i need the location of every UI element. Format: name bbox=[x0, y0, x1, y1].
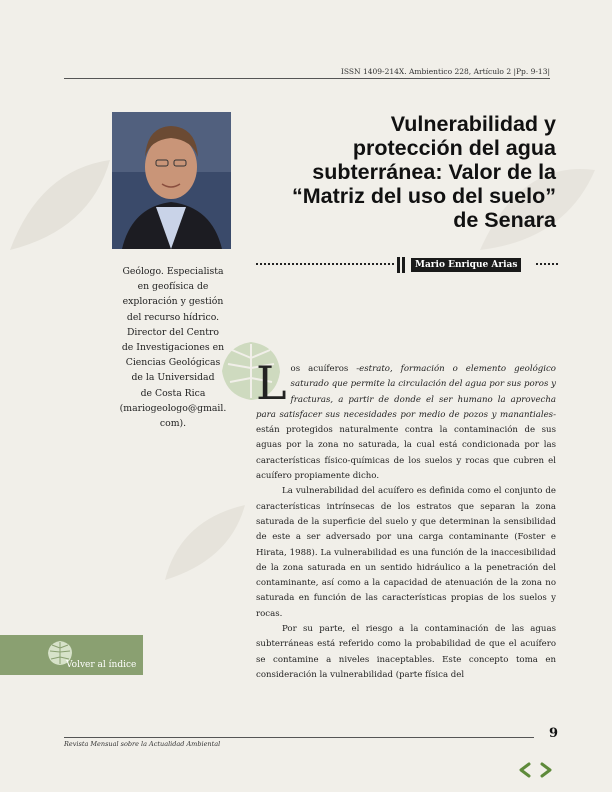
bio-line: en geofísica de bbox=[137, 281, 209, 293]
bio-line: del recurso hídrico. bbox=[126, 311, 220, 323]
author-name: Mario Enrique Arias bbox=[411, 258, 521, 272]
title-line: “Matriz del uso del suelo” bbox=[291, 184, 556, 208]
issn-line: ISSN 1409-214X. Ambientico 228, Artículo 2 |Pp. 9-13| bbox=[340, 67, 550, 76]
title-line: subterránea: Valor de la bbox=[312, 160, 556, 184]
title-line: Vulnerabilidad y bbox=[390, 112, 556, 136]
back-to-index-label: Volver al índice bbox=[66, 660, 137, 670]
drop-cap: L bbox=[256, 356, 287, 410]
paragraph-text: están protegidos naturalmente contra la contaminación de sus aguas por la zona no saturada, la cual está condicionada por las características físico-químicas de los suelos y rocas que cubren el acuífero propiamente dicho. bbox=[256, 425, 556, 482]
title-line: protección del agua bbox=[352, 136, 556, 160]
page-number: 9 bbox=[548, 726, 558, 741]
bio-line: Director del Centro bbox=[126, 326, 220, 338]
bio-line: exploración y gestión bbox=[122, 296, 224, 308]
dotted-rule bbox=[536, 263, 558, 265]
header-divider bbox=[64, 78, 550, 79]
paragraph-text: os acuíferos bbox=[290, 364, 357, 374]
previous-page-icon[interactable] bbox=[517, 762, 533, 778]
paragraph bbox=[256, 356, 556, 484]
article-title bbox=[240, 112, 556, 232]
author-photo bbox=[112, 112, 231, 249]
dotted-rule bbox=[256, 263, 394, 265]
bio-line: Geólogo. Especialista bbox=[122, 266, 224, 277]
background-leaf-icon bbox=[160, 500, 250, 590]
author-bars bbox=[397, 257, 407, 273]
article-body bbox=[256, 356, 556, 683]
author-row bbox=[256, 257, 558, 273]
bio-line: (mariogeologo@gmail. bbox=[119, 402, 227, 414]
paragraph: La vulnerabilidad del acuífero es definida como el conjunto de características intrínsecas de los estratos que separan la zona saturada de la superficie del suelo y que determinan la sensibilidad de este a ser adversado por una carga contaminante (Foster e Hirata, 1988). La vulnerabilidad es una función de la inaccesibilidad de la zona saturada en un sentido hidráulico a la penetración del contaminante, así como a la capacidad de atenuación de la zona no saturada en función de las características propias de los suelos y rocas. bbox=[256, 486, 556, 619]
background-leaf-icon bbox=[0, 150, 120, 270]
paragraph-italic: -estrato, formación o elemento geológico saturado que permite la circulación del agua por sus poros y fracturas, a partir de donde el ser humano la aprovecha para satisfacer sus necesidades por medio de pozos y manantiales- bbox=[256, 364, 556, 420]
next-page-icon[interactable] bbox=[538, 762, 554, 778]
footer-divider bbox=[64, 737, 534, 738]
title-line: de Senara bbox=[453, 208, 556, 232]
journal-name: Revista Mensual sobre la Actualidad Ambiental bbox=[64, 740, 221, 748]
bio-line: Ciencias Geológicas bbox=[125, 357, 221, 369]
paragraph: Por su parte, el riesgo a la contaminación de las aguas subterráneas está referido como la probabilidad de que el acuífero se contamine a niveles inaceptables. Este concepto toma en consideración la vulnerabilidad (parte física del bbox=[256, 624, 556, 680]
back-to-index-button[interactable] bbox=[0, 635, 143, 675]
bio-line: de la Universidad bbox=[131, 372, 215, 384]
bio-line: de Investigaciones en bbox=[121, 342, 225, 354]
bio-line: de Costa Rica bbox=[140, 387, 206, 399]
author-bio bbox=[112, 264, 234, 431]
bio-line: com). bbox=[159, 418, 187, 430]
